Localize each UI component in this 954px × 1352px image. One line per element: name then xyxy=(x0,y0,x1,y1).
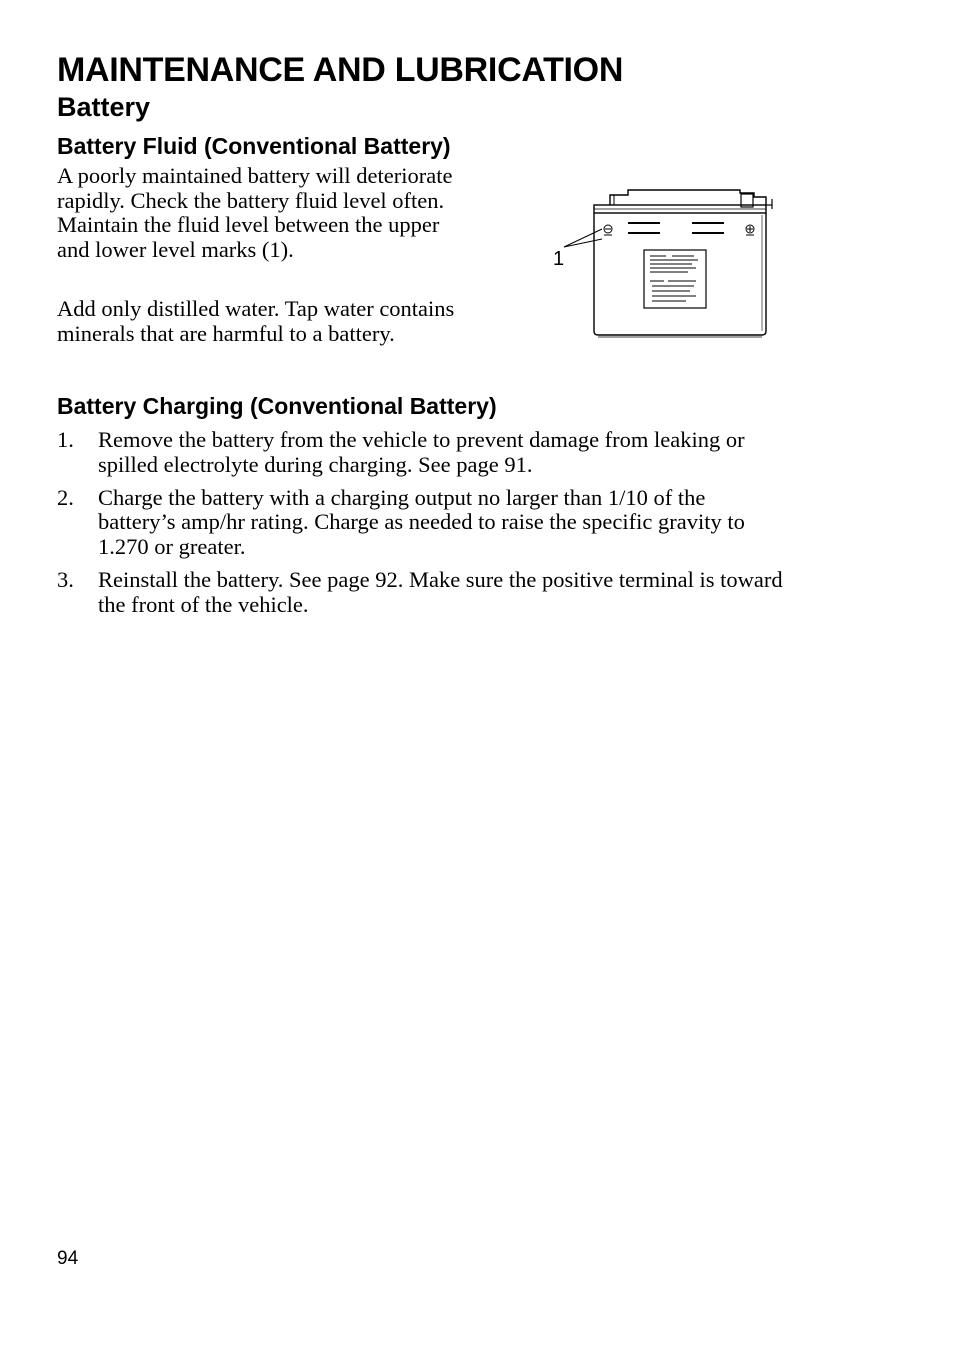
battery-illustration xyxy=(548,185,780,345)
chapter-title: MAINTENANCE AND LUBRICATION xyxy=(57,51,624,89)
battery-fluid-heading: Battery Fluid (Conventional Battery) xyxy=(57,133,451,159)
step-number: 3. xyxy=(57,566,74,592)
step-text: Reinstall the battery. See page 92. Make sure the positive terminal is toward the front of the vehicle. xyxy=(98,566,783,617)
step-number: 2. xyxy=(57,484,74,510)
battery-fluid-paragraph-2: Add only distilled water. Tap water contains minerals that are harmful to a battery. xyxy=(57,296,455,346)
step-text: Charge the battery with a charging output no larger than 1/10 of the battery’s amp/hr rating. Charge as needed to raise the specific gravity to 1.270 or greater. xyxy=(98,484,745,559)
step-number: 1. xyxy=(57,427,74,452)
section-title: Battery xyxy=(57,92,151,122)
charging-step-1 xyxy=(57,428,787,477)
charging-step-2 xyxy=(57,486,787,560)
battery-fluid-paragraph-1: A poorly maintained battery will deteriorate rapidly. Check the battery fluid level often. Maintain the fluid level between the upper and lower level marks (1). xyxy=(57,163,453,262)
charging-step-3 xyxy=(57,568,787,617)
page-number: 94 xyxy=(57,1248,79,1269)
battery-charging-heading: Battery Charging (Conventional Battery) xyxy=(57,393,497,419)
step-text: Remove the battery from the vehicle to prevent damage from leaking or spilled electrolyte during charging. See page 91. xyxy=(98,427,745,477)
charging-steps-list xyxy=(57,428,787,626)
figure-callout-1: 1 xyxy=(553,248,565,270)
